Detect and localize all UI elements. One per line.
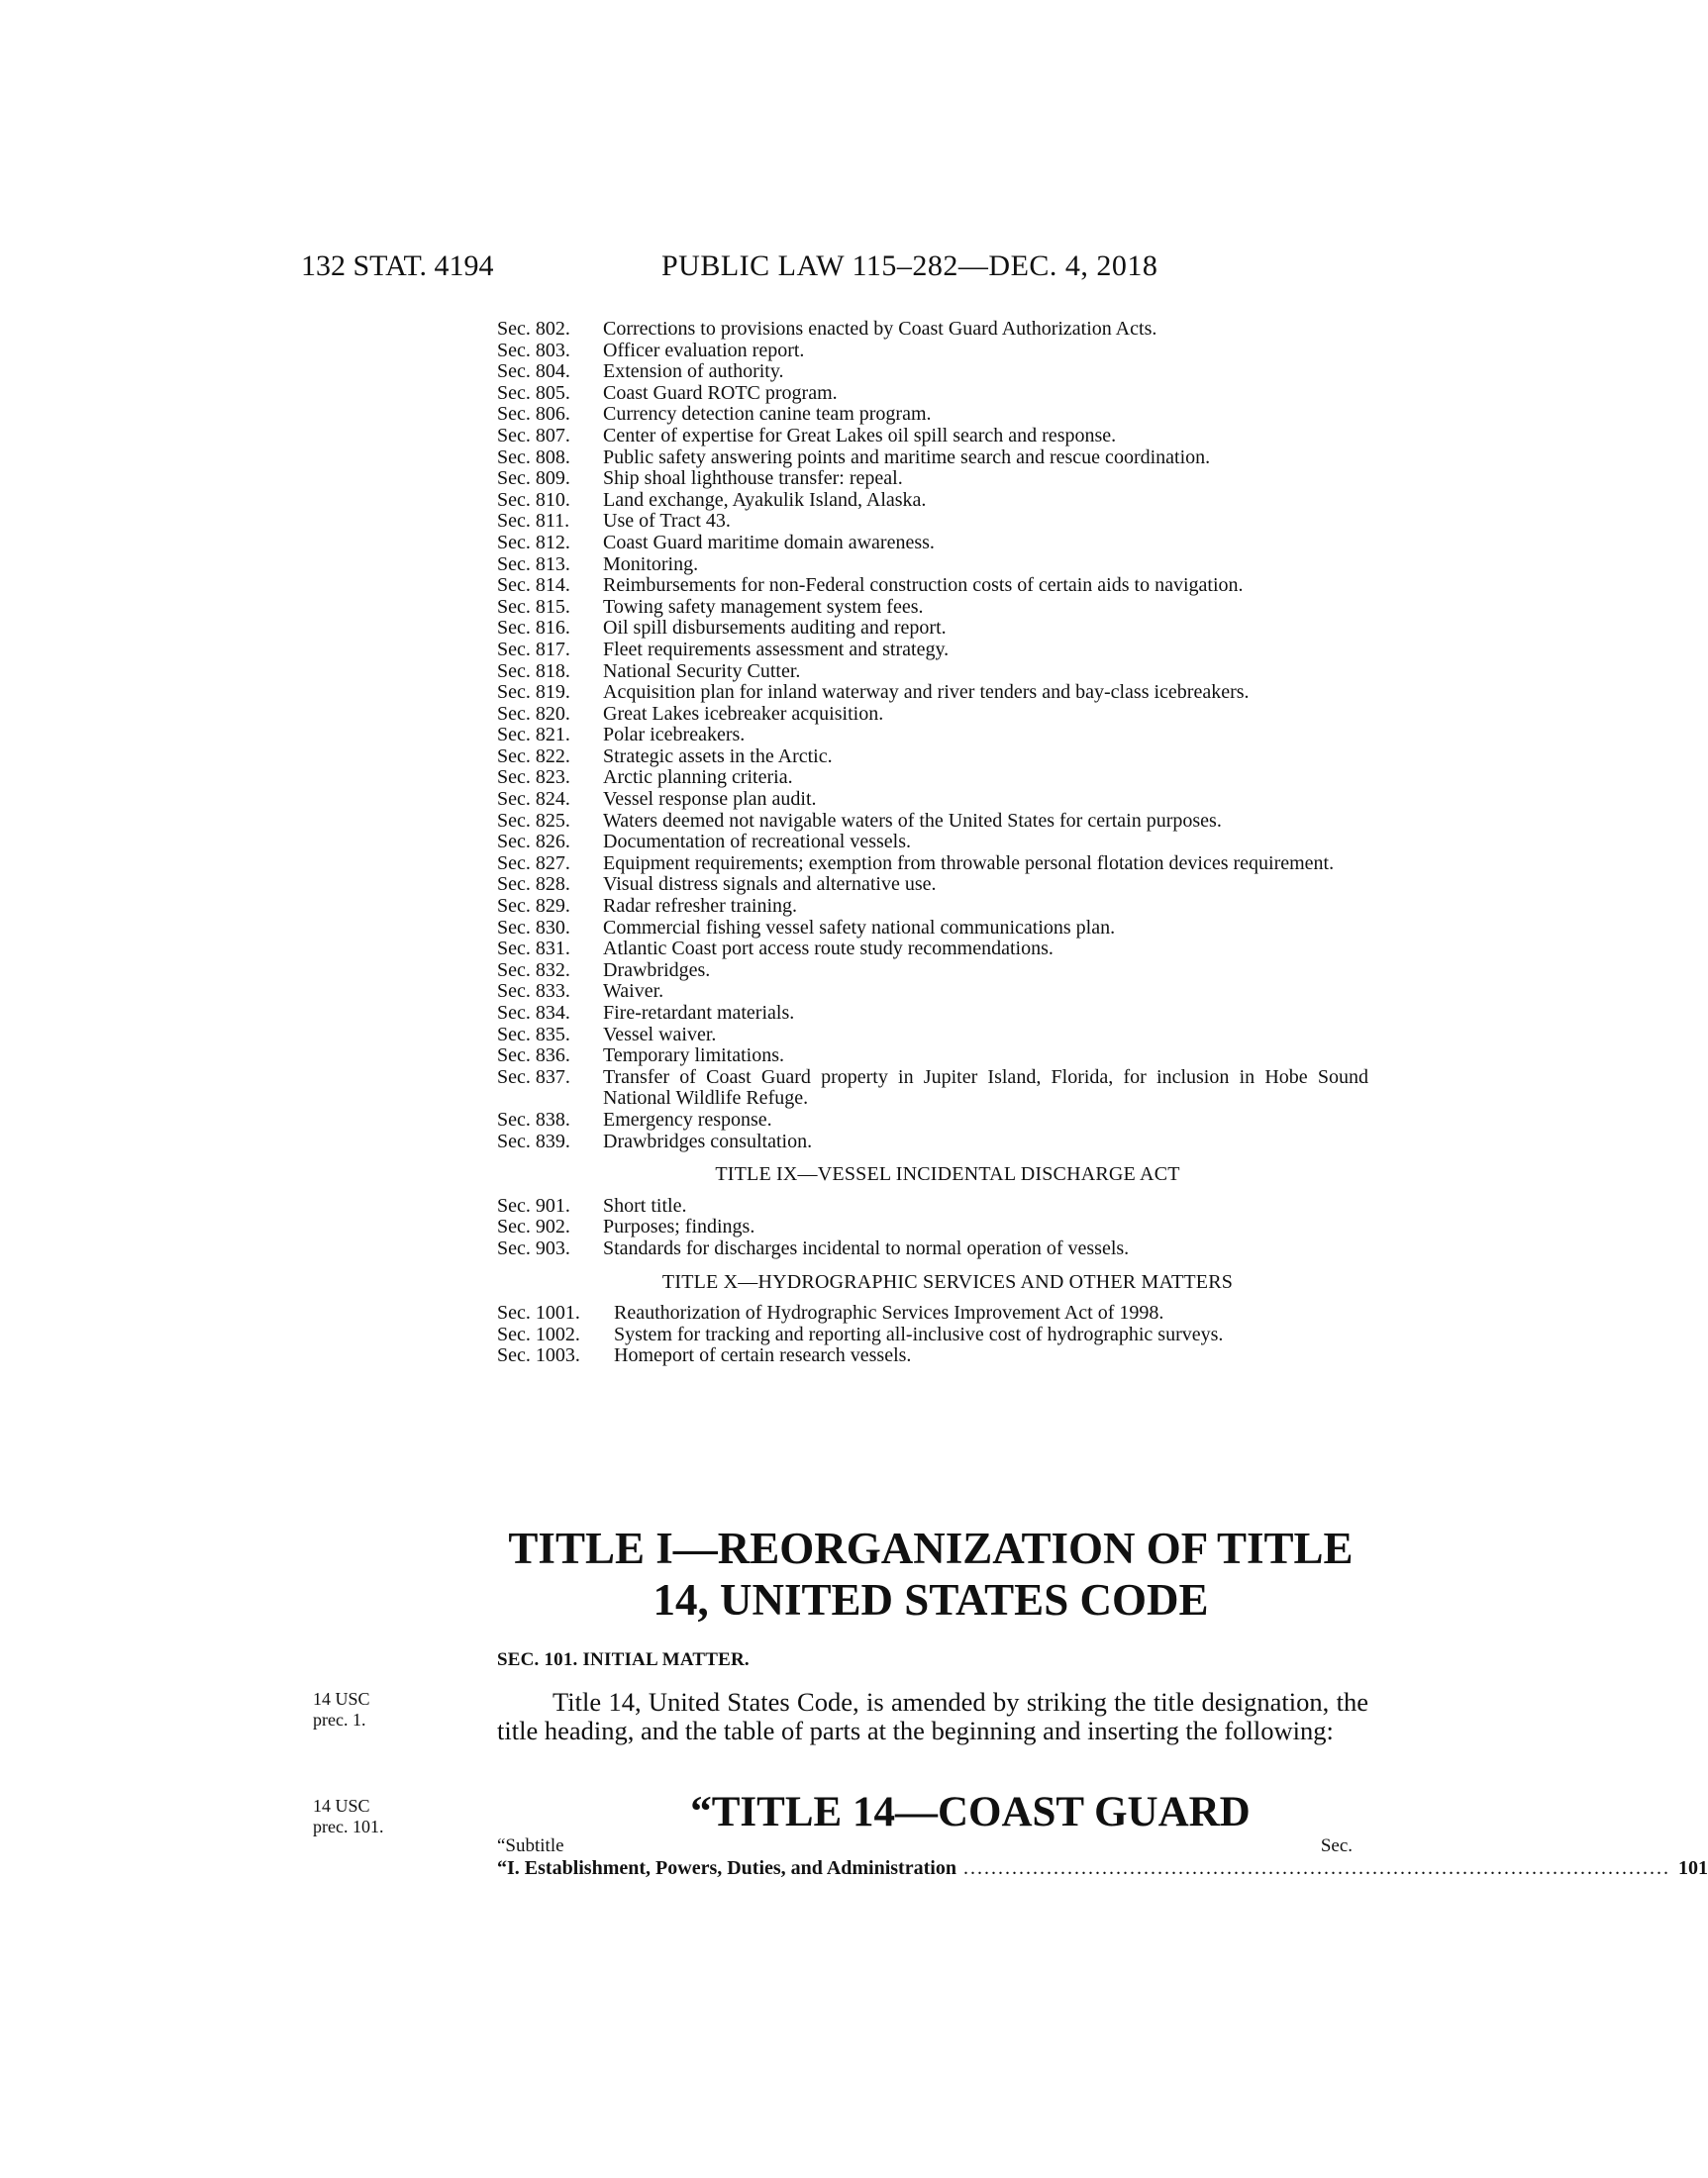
toc-section-title: Visual distress signals and alternative use. xyxy=(603,873,937,896)
toc-section-title: Arctic planning criteria. xyxy=(603,766,793,789)
toc-section-number: Sec. 902. xyxy=(497,1216,570,1238)
toc-section-number: Sec. 818. xyxy=(497,659,570,682)
toc-section-number: Sec. 1003. xyxy=(497,1344,580,1367)
toc-entry xyxy=(497,704,1368,726)
toc-entry xyxy=(497,853,1368,875)
toc-section-title: Standards for discharges incidental to normal operation of vessels. xyxy=(603,1237,1130,1259)
toc-section-number: Sec. 823. xyxy=(497,766,570,789)
toc-section-title: Vessel response plan audit. xyxy=(603,788,817,811)
toc-entry xyxy=(497,447,1368,469)
toc-section-title: Corrections to provisions enacted by Coast Guard Authorization Acts. xyxy=(603,318,1157,340)
toc-section-number: Sec. 828. xyxy=(497,873,570,896)
toc-section-title: Drawbridges. xyxy=(603,958,711,981)
toc-list-title-viii xyxy=(497,319,1368,1152)
toc-entry xyxy=(497,682,1368,704)
section-101-heading: SEC. 101. INITIAL MATTER. xyxy=(497,1649,750,1670)
toc-section-number: Sec. 816. xyxy=(497,617,570,640)
toc-entry xyxy=(497,618,1368,640)
toc-section-number: Sec. 811. xyxy=(497,510,570,533)
title-i-line-2: 14, UNITED STATES CODE xyxy=(653,1575,1209,1625)
toc-section-number: Sec. 826. xyxy=(497,831,570,853)
toc-section-number: Sec. 832. xyxy=(497,958,570,981)
toc-section-title: Documentation of recreational vessels. xyxy=(603,831,911,853)
toc-section-number: Sec. 824. xyxy=(497,788,570,811)
toc-entry xyxy=(497,1217,1368,1238)
toc-section-title: Atlantic Coast port access route study recommendations. xyxy=(603,938,1054,960)
toc-entry xyxy=(497,554,1368,576)
toc-entry xyxy=(497,361,1368,383)
toc-section-title: Homeport of certain research vessels. xyxy=(614,1344,912,1367)
toc-section-title: Reauthorization of Hydrographic Services Improvement Act of 1998. xyxy=(614,1302,1164,1325)
toc-entry xyxy=(497,960,1368,982)
toc-section-title: Vessel waiver. xyxy=(603,1023,717,1045)
toc-section-title: Reimbursements for non-Federal construction costs of certain aids to navigation. xyxy=(603,574,1244,597)
leader-dots: ...................................................................................................... xyxy=(955,1857,1670,1879)
subtitle-table-row xyxy=(497,1857,1708,1880)
toc-entry xyxy=(497,896,1368,918)
toc-section-number: Sec. 834. xyxy=(497,1002,570,1024)
margin-note-prec-101 xyxy=(313,1796,383,1837)
toc-entry xyxy=(497,832,1368,853)
toc-section-title: Acquisition plan for inland waterway and river tenders and bay-class icebreakers. xyxy=(603,681,1250,704)
toc-section-title: Oil spill disbursements auditing and report. xyxy=(603,617,947,640)
toc-section-title: Fleet requirements assessment and strategy. xyxy=(603,638,950,660)
toc-section-number: Sec. 812. xyxy=(497,531,570,553)
toc-section-title: Waiver. xyxy=(603,980,664,1003)
toc-entry xyxy=(497,640,1368,661)
toc-section-title: Commercial fishing vessel safety national communications plan. xyxy=(603,916,1116,939)
toc-section-number: Sec. 839. xyxy=(497,1130,570,1152)
margin-note-line: 14 USC xyxy=(313,1796,370,1816)
toc-entry xyxy=(497,1196,1368,1218)
toc-section-number: Sec. 901. xyxy=(497,1194,570,1217)
toc-section-number: Sec. 808. xyxy=(497,446,570,468)
toc-section-title: Strategic assets in the Arctic. xyxy=(603,744,833,767)
toc-section-number: Sec. 802. xyxy=(497,318,570,340)
subtitle-column-label: “Subtitle xyxy=(497,1835,564,1856)
toc-section-title: Temporary limitations. xyxy=(603,1044,785,1067)
toc-section-number: Sec. 819. xyxy=(497,681,570,704)
toc-entry xyxy=(497,1110,1368,1132)
toc-section-number: Sec. 809. xyxy=(497,467,570,490)
toc-entry xyxy=(497,767,1368,789)
toc-entry xyxy=(497,746,1368,768)
toc-section-title: Center of expertise for Great Lakes oil spill search and response. xyxy=(603,424,1117,446)
toc-section-number: Sec. 829. xyxy=(497,895,570,918)
toc-section-number: Sec. 804. xyxy=(497,360,570,383)
subtitle-row-sec: 101 xyxy=(1677,1857,1708,1879)
toc-section-title: Emergency response. xyxy=(603,1108,772,1131)
margin-note-line: 14 USC xyxy=(313,1689,370,1709)
toc-section-number: Sec. 810. xyxy=(497,488,570,511)
title-i-line-1: TITLE I—REORGANIZATION OF TITLE xyxy=(508,1524,1354,1573)
toc-entry xyxy=(497,661,1368,683)
toc-section-number: Sec. 1001. xyxy=(497,1302,580,1325)
toc-entry xyxy=(497,1345,1368,1367)
toc-entry xyxy=(497,490,1368,512)
toc-section-number: Sec. 825. xyxy=(497,809,570,832)
running-header: PUBLIC LAW 115–282—DEC. 4, 2018 xyxy=(661,249,1158,282)
toc-entry xyxy=(497,939,1368,960)
toc-entry xyxy=(497,981,1368,1003)
toc-entry xyxy=(497,319,1368,341)
toc-entry xyxy=(497,874,1368,896)
toc-entry xyxy=(497,575,1368,597)
toc-section-number: Sec. 817. xyxy=(497,638,570,660)
toc-entry xyxy=(497,789,1368,811)
toc-section-title: Officer evaluation report. xyxy=(603,339,805,361)
toc-section-title: Coast Guard ROTC program. xyxy=(603,381,838,404)
toc-entry xyxy=(497,1067,1368,1110)
toc-section-number: Sec. 831. xyxy=(497,938,570,960)
toc-section-title: Great Lakes icebreaker acquisition. xyxy=(603,702,884,725)
toc-section-number: Sec. 1002. xyxy=(497,1323,580,1345)
toc-section-title: Radar refresher training. xyxy=(603,895,798,918)
toc-section-number: Sec. 837. xyxy=(497,1065,570,1088)
toc-section-title: Extension of authority. xyxy=(603,360,784,383)
toc-entry xyxy=(497,1025,1368,1046)
toc-entry xyxy=(497,918,1368,940)
toc-section-number: Sec. 814. xyxy=(497,574,570,597)
toc-section-title: Towing safety management system fees. xyxy=(603,595,924,618)
margin-note-line: prec. 101. xyxy=(313,1817,384,1836)
toc-entry xyxy=(497,511,1368,533)
toc-section-number: Sec. 805. xyxy=(497,381,570,404)
toc-section-title: Purposes; findings. xyxy=(603,1216,755,1238)
title-ix-heading: TITLE IX—VESSEL INCIDENTAL DISCHARGE ACT xyxy=(715,1163,1180,1186)
toc-section-title: Transfer of Coast Guard property in Jupiter Island, Florida, for inclusion in Hobe Sound National Wildlife Refuge. xyxy=(603,1065,1368,1110)
toc-entry xyxy=(497,533,1368,554)
toc-section-title: Currency detection canine team program. xyxy=(603,403,932,426)
toc-section-title: Fire-retardant materials. xyxy=(603,1002,795,1024)
toc-section-number: Sec. 903. xyxy=(497,1237,570,1259)
sec-column-label: Sec. xyxy=(1320,1835,1353,1856)
margin-note-prec-1 xyxy=(313,1689,370,1731)
toc-entry xyxy=(497,1325,1368,1346)
toc-entry xyxy=(497,341,1368,362)
toc-section-number: Sec. 838. xyxy=(497,1108,570,1131)
toc-entry xyxy=(497,1003,1368,1025)
toc-list-title-ix xyxy=(497,1196,1368,1260)
toc-entry xyxy=(497,597,1368,619)
quoted-title-14-heading: “TITLE 14—COAST GUARD xyxy=(690,1789,1251,1835)
toc-section-title: Polar icebreakers. xyxy=(603,724,746,746)
toc-entry xyxy=(497,811,1368,833)
toc-section-title: Ship shoal lighthouse transfer: repeal. xyxy=(603,467,903,490)
toc-entry xyxy=(497,1045,1368,1067)
toc-section-number: Sec. 803. xyxy=(497,339,570,361)
table-of-contents xyxy=(497,319,1368,1367)
toc-entry xyxy=(497,404,1368,426)
toc-section-title: Monitoring. xyxy=(603,552,699,575)
toc-entry xyxy=(497,725,1368,746)
title-i-heading xyxy=(455,1523,1406,1626)
subtitle-row-label: “I. Establishment, Powers, Duties, and Administration xyxy=(497,1857,956,1879)
toc-entry xyxy=(497,1303,1368,1325)
toc-section-number: Sec. 822. xyxy=(497,744,570,767)
toc-section-title: Waters deemed not navigable waters of the United States for certain purposes. xyxy=(603,809,1222,832)
margin-note-line: prec. 1. xyxy=(313,1710,366,1730)
subtitle-table-header xyxy=(497,1835,1353,1857)
toc-section-title: National Security Cutter. xyxy=(603,659,801,682)
title-x-heading: TITLE X—HYDROGRAPHIC SERVICES AND OTHER MATTERS xyxy=(661,1270,1234,1293)
toc-entry xyxy=(497,1238,1368,1260)
stat-page-number: 132 STAT. 4194 xyxy=(301,249,494,282)
toc-section-number: Sec. 830. xyxy=(497,916,570,939)
toc-section-title: Coast Guard maritime domain awareness. xyxy=(603,531,935,553)
toc-section-title: Short title. xyxy=(603,1194,687,1217)
toc-section-number: Sec. 833. xyxy=(497,980,570,1003)
toc-entry xyxy=(497,383,1368,405)
toc-section-number: Sec. 815. xyxy=(497,595,570,618)
toc-section-number: Sec. 827. xyxy=(497,851,570,874)
toc-section-number: Sec. 836. xyxy=(497,1044,570,1067)
toc-section-title: Drawbridges consultation. xyxy=(603,1130,813,1152)
toc-entry xyxy=(497,468,1368,490)
toc-section-number: Sec. 821. xyxy=(497,724,570,746)
toc-section-title: Land exchange, Ayakulik Island, Alaska. xyxy=(603,488,927,511)
toc-section-number: Sec. 806. xyxy=(497,403,570,426)
toc-section-title: Use of Tract 43. xyxy=(603,510,731,533)
toc-section-number: Sec. 813. xyxy=(497,552,570,575)
toc-entry xyxy=(497,426,1368,447)
toc-section-number: Sec. 807. xyxy=(497,424,570,446)
toc-section-number: Sec. 820. xyxy=(497,702,570,725)
toc-section-title: Equipment requirements; exemption from throwable personal flotation devices requirement. xyxy=(603,851,1335,874)
toc-section-number: Sec. 835. xyxy=(497,1023,570,1045)
toc-section-title: Public safety answering points and maritime search and rescue coordination. xyxy=(603,446,1211,468)
section-101-body: Title 14, United States Code, is amended by striking the title designation, the title heading, and the table of parts at the beginning and inserting the following: xyxy=(497,1687,1368,1745)
toc-list-title-x xyxy=(497,1303,1368,1367)
toc-entry xyxy=(497,1132,1368,1153)
toc-section-title: System for tracking and reporting all-inclusive cost of hydrographic surveys. xyxy=(614,1323,1224,1345)
